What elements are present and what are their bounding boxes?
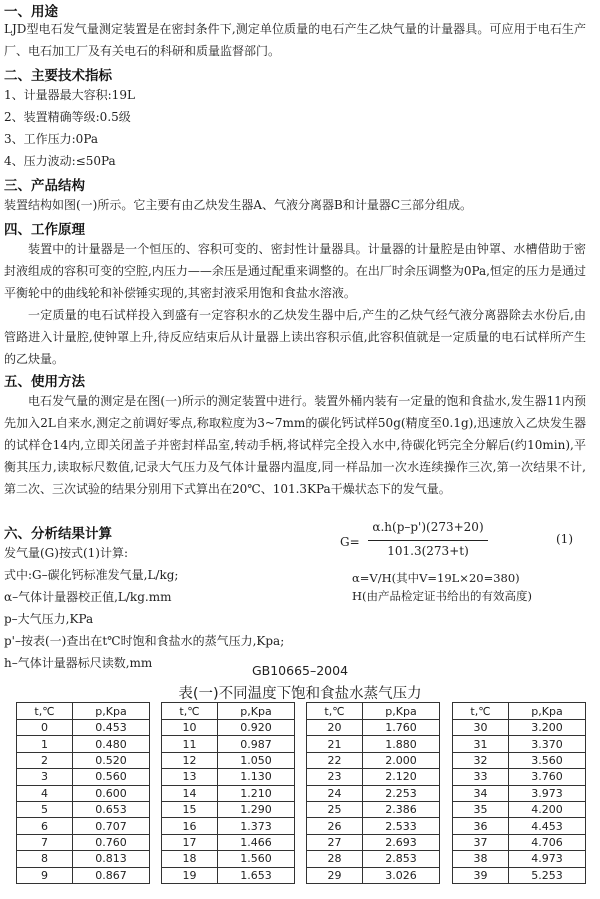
fraction-bar [368, 540, 488, 541]
header-p: p,Kpa [218, 703, 295, 720]
temperature-cell: 34 [453, 785, 509, 801]
pressure-cell: 3.760 [509, 769, 586, 785]
pressure-cell: 4.706 [509, 834, 586, 850]
table-row [162, 785, 295, 801]
temperature-cell: 28 [307, 851, 363, 867]
temperature-cell: 15 [162, 801, 218, 817]
vapor-pressure-table [16, 702, 586, 882]
temperature-cell: 4 [17, 785, 73, 801]
pressure-cell: 4.200 [509, 801, 586, 817]
table-block [306, 702, 440, 884]
formula-1 [340, 518, 590, 578]
table-row [453, 769, 586, 785]
table-row [162, 752, 295, 768]
table-row [307, 851, 440, 867]
table-row [453, 801, 586, 817]
temperature-cell: 32 [453, 752, 509, 768]
table-row [162, 720, 295, 736]
pressure-cell: 0.707 [73, 818, 150, 834]
temperature-cell: 12 [162, 752, 218, 768]
table-row [453, 851, 586, 867]
temperature-cell: 17 [162, 834, 218, 850]
table-row [453, 867, 586, 883]
calc-line: h–气体计量器标尺读数,mm [4, 656, 153, 670]
table-row [162, 769, 295, 785]
pressure-cell: 1.373 [218, 818, 295, 834]
header-p: p,Kpa [363, 703, 440, 720]
section-usage-method-text: 电石发气量的测定是在图(一)所示的测定装置中进行。装置外桶内装有一定量的饱和食盐水,发生器11内预先加入2L自来水,测定之前调好零点,称取粒度为3~7mm的碳化钙试样50g(精度至0.1g),迅速放入乙炔发生器的试样仓14内,立即关闭盖子并密封样品室,转动手柄,将试样完全投入水中,待碳化钙完全分解后(约10min),平衡其压力,读取标尺数值,记录大气压力及气体计量器内温度,同一样品加一次水连续操作三次,第一次结果不计,第二次、三次试验的结果分别用下式算出在20℃、101.3KPa干燥状态下的发气量。 [4, 394, 586, 496]
header-p: p,Kpa [509, 703, 586, 720]
table-row [17, 818, 150, 834]
table-row [307, 785, 440, 801]
temperature-cell: 23 [307, 769, 363, 785]
calc-line: α–气体计量器校正值,L/kg.mm [4, 590, 172, 604]
calc-line: 发气量(G)按式(1)计算: [4, 546, 128, 560]
pressure-cell: 0.920 [218, 720, 295, 736]
pressure-cell: 1.880 [363, 736, 440, 752]
calc-line: p'–按表(一)查出在t℃时饱和食盐水的蒸气压力,Kpa; [4, 634, 285, 648]
pressure-cell: 5.253 [509, 867, 586, 883]
formula-denominator: 101.3(273+t) [387, 544, 469, 558]
pressure-cell: 1.466 [218, 834, 295, 850]
pressure-cell: 0.560 [73, 769, 150, 785]
section-calculation-title: 六、分析结果计算 [4, 526, 112, 542]
section-structure-text: 装置结构如图(一)所示。它主要有由乙炔发生器A、气液分离器B和计量器C三部分组成。 [4, 198, 473, 212]
temperature-cell: 21 [307, 736, 363, 752]
formula-numerator: α.h(p–p')(273+20) [372, 520, 484, 534]
table-row [453, 834, 586, 850]
table-row [17, 785, 150, 801]
table-row [17, 769, 150, 785]
table-row [307, 769, 440, 785]
section-specs-title: 二、主要技术指标 [4, 68, 112, 84]
pressure-cell: 1.760 [363, 720, 440, 736]
pressure-cell: 3.560 [509, 752, 586, 768]
pressure-cell: 1.130 [218, 769, 295, 785]
section-usage-method-title: 五、使用方法 [4, 374, 85, 390]
header-t: t,℃ [307, 703, 363, 720]
temperature-cell: 24 [307, 785, 363, 801]
table-row [453, 736, 586, 752]
pressure-cell: 3.026 [363, 867, 440, 883]
section-usage-text: LJD型电石发气量测定装置是在密封条件下,测定单位质量的电石产生乙炔气量的计量器具。可应用于电石生产厂、电石加工厂及有关电石的科研和质量监督部门。 [4, 22, 586, 58]
pressure-cell: 2.253 [363, 785, 440, 801]
table-block [161, 702, 295, 884]
temperature-cell: 14 [162, 785, 218, 801]
table-row [307, 834, 440, 850]
pressure-cell: 1.210 [218, 785, 295, 801]
pressure-cell: 0.813 [73, 851, 150, 867]
calc-line: 式中:G–碳化钙标准发气量,L/kg; [4, 568, 179, 582]
section-usage-title: 一、用途 [4, 4, 58, 20]
temperature-cell: 36 [453, 818, 509, 834]
table-row [17, 867, 150, 883]
pressure-cell: 0.453 [73, 720, 150, 736]
temperature-cell: 6 [17, 818, 73, 834]
temperature-cell: 38 [453, 851, 509, 867]
temperature-cell: 1 [17, 736, 73, 752]
header-t: t,℃ [17, 703, 73, 720]
table-row [162, 818, 295, 834]
table-row [453, 785, 586, 801]
pressure-cell: 1.290 [218, 801, 295, 817]
temperature-cell: 31 [453, 736, 509, 752]
pressure-cell: 2.386 [363, 801, 440, 817]
table-row [17, 736, 150, 752]
table-block [452, 702, 586, 884]
pressure-cell: 2.693 [363, 834, 440, 850]
temperature-cell: 11 [162, 736, 218, 752]
pressure-cell: 4.453 [509, 818, 586, 834]
pressure-cell: 2.533 [363, 818, 440, 834]
pressure-cell: 4.973 [509, 851, 586, 867]
table-row [307, 720, 440, 736]
header-t: t,℃ [162, 703, 218, 720]
spec-item: 3、工作压力:0Pa [4, 132, 99, 146]
formula-note: α=V/H(其中V=19L×20=380) [352, 571, 520, 585]
formula-lhs: G= [340, 535, 360, 549]
temperature-cell: 27 [307, 834, 363, 850]
temperature-cell: 25 [307, 801, 363, 817]
table-row [162, 834, 295, 850]
table-title: 表(一)不同温度下饱和食盐水蒸气压力 [178, 686, 422, 702]
pressure-cell: 1.560 [218, 851, 295, 867]
pressure-cell: 1.050 [218, 752, 295, 768]
table-row [307, 752, 440, 768]
temperature-cell: 8 [17, 851, 73, 867]
table-row [17, 851, 150, 867]
table-row [17, 801, 150, 817]
table-row [453, 752, 586, 768]
section-structure-title: 三、产品结构 [4, 178, 85, 194]
temperature-cell: 18 [162, 851, 218, 867]
pressure-cell: 3.370 [509, 736, 586, 752]
table-row [162, 867, 295, 883]
pressure-cell: 0.987 [218, 736, 295, 752]
table-row [307, 867, 440, 883]
header-t: t,℃ [453, 703, 509, 720]
pressure-cell: 2.853 [363, 851, 440, 867]
section-principle-paragraph-2: 一定质量的电石试样投入到盛有一定容积水的乙炔发生器中后,产生的乙炔气经气液分离器除去水份后,由管路进入计量腔,使钟罩上升,待反应结束后从计量器上读出容积示值,此容积值就是一定质量的电石试样所产生的乙炔量。 [4, 308, 586, 366]
temperature-cell: 19 [162, 867, 218, 883]
temperature-cell: 3 [17, 769, 73, 785]
pressure-cell: 0.480 [73, 736, 150, 752]
pressure-cell: 3.973 [509, 785, 586, 801]
section-principle-title: 四、工作原理 [4, 222, 85, 238]
temperature-cell: 20 [307, 720, 363, 736]
table-row [162, 851, 295, 867]
spec-item: 1、计量器最大容积:19L [4, 88, 135, 102]
pressure-cell: 2.000 [363, 752, 440, 768]
temperature-cell: 10 [162, 720, 218, 736]
spec-item: 4、压力波动:≤50Pa [4, 154, 116, 168]
table-row [17, 720, 150, 736]
pressure-cell: 0.653 [73, 801, 150, 817]
table-row [162, 736, 295, 752]
temperature-cell: 35 [453, 801, 509, 817]
header-p: p,Kpa [73, 703, 150, 720]
table-row [17, 834, 150, 850]
temperature-cell: 39 [453, 867, 509, 883]
temperature-cell: 16 [162, 818, 218, 834]
section-principle-paragraph-1: 装置中的计量器是一个恒压的、容积可变的、密封性计量器具。计量器的计量腔是由钟罩、水槽借助于密封液组成的容积可变的空腔,内压力——余压是通过配重来调整的。在出厂时余压调整为0Pa,恒定的压力是通过平衡轮中的曲线轮和补偿锤实现的,其密封液采用饱和食盐水溶液。 [4, 242, 586, 300]
temperature-cell: 30 [453, 720, 509, 736]
temperature-cell: 13 [162, 769, 218, 785]
table-row [453, 818, 586, 834]
pressure-cell: 3.200 [509, 720, 586, 736]
table-row [307, 818, 440, 834]
temperature-cell: 29 [307, 867, 363, 883]
pressure-cell: 0.600 [73, 785, 150, 801]
temperature-cell: 2 [17, 752, 73, 768]
standard-code: GB10665–2004 [251, 663, 349, 678]
table-row [307, 801, 440, 817]
spec-item: 2、装置精确等级:0.5级 [4, 110, 131, 124]
temperature-cell: 7 [17, 834, 73, 850]
pressure-cell: 2.120 [363, 769, 440, 785]
table-block [16, 702, 150, 884]
temperature-cell: 33 [453, 769, 509, 785]
table-row [162, 801, 295, 817]
temperature-cell: 22 [307, 752, 363, 768]
table-row [17, 752, 150, 768]
temperature-cell: 5 [17, 801, 73, 817]
pressure-cell: 0.867 [73, 867, 150, 883]
temperature-cell: 26 [307, 818, 363, 834]
temperature-cell: 0 [17, 720, 73, 736]
formula-number: (1) [556, 532, 573, 546]
calc-line: p–大气压力,KPa [4, 612, 94, 626]
formula-note: H(由产品检定证书给出的有效高度) [352, 589, 533, 603]
pressure-cell: 0.760 [73, 834, 150, 850]
temperature-cell: 9 [17, 867, 73, 883]
pressure-cell: 1.653 [218, 867, 295, 883]
pressure-cell: 0.520 [73, 752, 150, 768]
table-row [453, 720, 586, 736]
table-row [307, 736, 440, 752]
temperature-cell: 37 [453, 834, 509, 850]
